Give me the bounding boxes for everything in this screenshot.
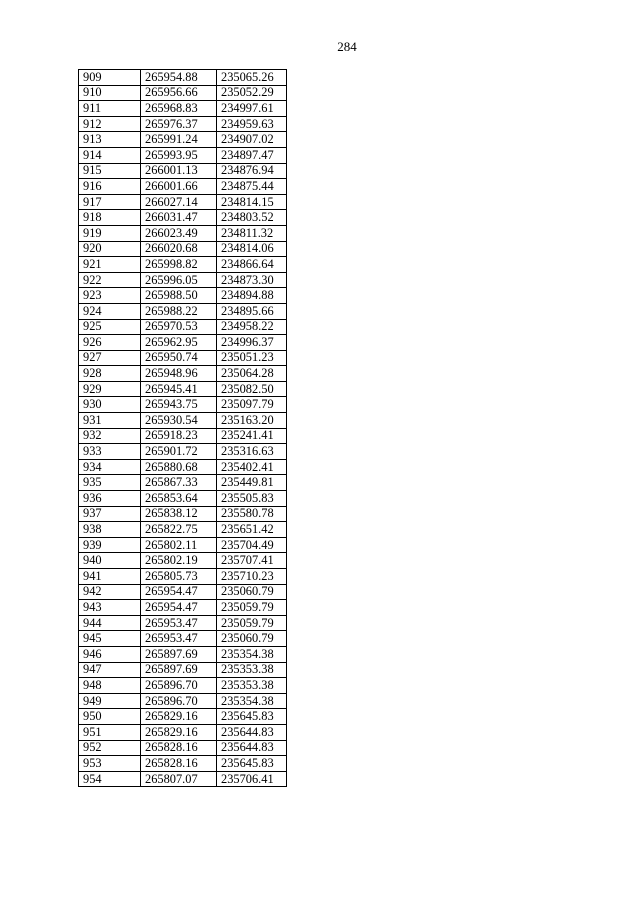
- point-number-cell: 935: [79, 475, 141, 491]
- table-row: [79, 553, 287, 569]
- table-row: [79, 116, 287, 132]
- point-number-cell: 937: [79, 506, 141, 522]
- y-coordinate-cell: 235449.81: [217, 475, 287, 491]
- y-coordinate-cell: 234875.44: [217, 179, 287, 195]
- x-coordinate-cell: 265970.53: [141, 319, 217, 335]
- point-number-cell: 942: [79, 584, 141, 600]
- x-coordinate-cell: 265918.23: [141, 428, 217, 444]
- x-coordinate-cell: 265897.69: [141, 662, 217, 678]
- y-coordinate-cell: 235644.83: [217, 740, 287, 756]
- x-coordinate-cell: 265880.68: [141, 459, 217, 475]
- y-coordinate-cell: 234811.32: [217, 225, 287, 241]
- x-coordinate-cell: 265853.64: [141, 491, 217, 507]
- y-coordinate-cell: 235163.20: [217, 413, 287, 429]
- table-row: [79, 615, 287, 631]
- point-number-cell: 930: [79, 397, 141, 413]
- point-number-cell: 940: [79, 553, 141, 569]
- y-coordinate-cell: 234866.64: [217, 257, 287, 273]
- table-row: [79, 319, 287, 335]
- page-number: 284: [337, 39, 357, 54]
- table-row: [79, 179, 287, 195]
- x-coordinate-cell: 265998.82: [141, 257, 217, 273]
- table-row: [79, 491, 287, 507]
- point-number-cell: 927: [79, 350, 141, 366]
- x-coordinate-cell: 265988.50: [141, 288, 217, 304]
- x-coordinate-cell: 265968.83: [141, 101, 217, 117]
- y-coordinate-cell: 235353.38: [217, 662, 287, 678]
- point-number-cell: 950: [79, 709, 141, 725]
- table-row: [79, 225, 287, 241]
- x-coordinate-cell: 265829.16: [141, 709, 217, 725]
- y-coordinate-cell: 235316.63: [217, 444, 287, 460]
- point-number-cell: 946: [79, 646, 141, 662]
- y-coordinate-cell: 234814.06: [217, 241, 287, 257]
- x-coordinate-cell: 265953.47: [141, 615, 217, 631]
- x-coordinate-cell: 265828.16: [141, 740, 217, 756]
- point-number-cell: 932: [79, 428, 141, 444]
- point-number-cell: 949: [79, 693, 141, 709]
- point-number-cell: 934: [79, 459, 141, 475]
- x-coordinate-cell: 266027.14: [141, 194, 217, 210]
- table-row: [79, 631, 287, 647]
- y-coordinate-cell: 234907.02: [217, 132, 287, 148]
- y-coordinate-cell: 235644.83: [217, 724, 287, 740]
- y-coordinate-cell: 235505.83: [217, 491, 287, 507]
- x-coordinate-cell: 265993.95: [141, 147, 217, 163]
- x-coordinate-cell: 265838.12: [141, 506, 217, 522]
- y-coordinate-cell: 235051.23: [217, 350, 287, 366]
- table-row: [79, 194, 287, 210]
- y-coordinate-cell: 234897.47: [217, 147, 287, 163]
- y-coordinate-cell: 235645.83: [217, 756, 287, 772]
- x-coordinate-cell: 265901.72: [141, 444, 217, 460]
- y-coordinate-cell: 235707.41: [217, 553, 287, 569]
- y-coordinate-cell: 235060.79: [217, 584, 287, 600]
- point-number-cell: 933: [79, 444, 141, 460]
- table-row: [79, 70, 287, 86]
- x-coordinate-cell: 265953.47: [141, 631, 217, 647]
- point-number-cell: 910: [79, 85, 141, 101]
- x-coordinate-cell: 265867.33: [141, 475, 217, 491]
- x-coordinate-cell: 266023.49: [141, 225, 217, 241]
- table-row: [79, 210, 287, 226]
- point-number-cell: 913: [79, 132, 141, 148]
- y-coordinate-cell: 234803.52: [217, 210, 287, 226]
- x-coordinate-cell: 265896.70: [141, 693, 217, 709]
- table-row: [79, 662, 287, 678]
- table-row: [79, 459, 287, 475]
- table-row: [79, 756, 287, 772]
- table-row: [79, 101, 287, 117]
- table-row: [79, 381, 287, 397]
- table-row: [79, 147, 287, 163]
- table-row: [79, 537, 287, 553]
- table-row: [79, 693, 287, 709]
- point-number-cell: 943: [79, 600, 141, 616]
- table-row: [79, 506, 287, 522]
- point-number-cell: 941: [79, 569, 141, 585]
- point-number-cell: 912: [79, 116, 141, 132]
- y-coordinate-cell: 235097.79: [217, 397, 287, 413]
- coordinates-table-body: [79, 70, 287, 787]
- table-row: [79, 740, 287, 756]
- y-coordinate-cell: 234959.63: [217, 116, 287, 132]
- y-coordinate-cell: 235065.26: [217, 70, 287, 86]
- table-row: [79, 709, 287, 725]
- y-coordinate-cell: 234996.37: [217, 335, 287, 351]
- point-number-cell: 952: [79, 740, 141, 756]
- table-row: [79, 366, 287, 382]
- coordinates-table: [78, 69, 287, 787]
- x-coordinate-cell: 265976.37: [141, 116, 217, 132]
- x-coordinate-cell: 265896.70: [141, 678, 217, 694]
- x-coordinate-cell: 265996.05: [141, 272, 217, 288]
- y-coordinate-cell: 234895.66: [217, 303, 287, 319]
- table-row: [79, 303, 287, 319]
- table-row: [79, 350, 287, 366]
- y-coordinate-cell: 235353.38: [217, 678, 287, 694]
- y-coordinate-cell: 235651.42: [217, 522, 287, 538]
- table-row: [79, 678, 287, 694]
- y-coordinate-cell: 235706.41: [217, 771, 287, 787]
- table-row: [79, 569, 287, 585]
- x-coordinate-cell: 265802.11: [141, 537, 217, 553]
- point-number-cell: 938: [79, 522, 141, 538]
- table-row: [79, 522, 287, 538]
- point-number-cell: 919: [79, 225, 141, 241]
- point-number-cell: 936: [79, 491, 141, 507]
- y-coordinate-cell: 234814.15: [217, 194, 287, 210]
- y-coordinate-cell: 234873.30: [217, 272, 287, 288]
- point-number-cell: 939: [79, 537, 141, 553]
- x-coordinate-cell: 265805.73: [141, 569, 217, 585]
- table-row: [79, 646, 287, 662]
- y-coordinate-cell: 235059.79: [217, 600, 287, 616]
- table-row: [79, 335, 287, 351]
- point-number-cell: 926: [79, 335, 141, 351]
- table-row: [79, 163, 287, 179]
- point-number-cell: 916: [79, 179, 141, 195]
- x-coordinate-cell: 265828.16: [141, 756, 217, 772]
- table-row: [79, 444, 287, 460]
- point-number-cell: 944: [79, 615, 141, 631]
- table-row: [79, 600, 287, 616]
- point-number-cell: 929: [79, 381, 141, 397]
- point-number-cell: 922: [79, 272, 141, 288]
- point-number-cell: 948: [79, 678, 141, 694]
- point-number-cell: 920: [79, 241, 141, 257]
- table-row: [79, 241, 287, 257]
- y-coordinate-cell: 235052.29: [217, 85, 287, 101]
- point-number-cell: 923: [79, 288, 141, 304]
- point-number-cell: 917: [79, 194, 141, 210]
- x-coordinate-cell: 265988.22: [141, 303, 217, 319]
- table-row: [79, 475, 287, 491]
- point-number-cell: 931: [79, 413, 141, 429]
- point-number-cell: 928: [79, 366, 141, 382]
- y-coordinate-cell: 234894.88: [217, 288, 287, 304]
- point-number-cell: 918: [79, 210, 141, 226]
- table-row: [79, 272, 287, 288]
- x-coordinate-cell: 265991.24: [141, 132, 217, 148]
- point-number-cell: 945: [79, 631, 141, 647]
- table-row: [79, 413, 287, 429]
- x-coordinate-cell: 265950.74: [141, 350, 217, 366]
- point-number-cell: 925: [79, 319, 141, 335]
- point-number-cell: 909: [79, 70, 141, 86]
- x-coordinate-cell: 265930.54: [141, 413, 217, 429]
- y-coordinate-cell: 234997.61: [217, 101, 287, 117]
- y-coordinate-cell: 235645.83: [217, 709, 287, 725]
- x-coordinate-cell: 265943.75: [141, 397, 217, 413]
- y-coordinate-cell: 235354.38: [217, 646, 287, 662]
- x-coordinate-cell: 265962.95: [141, 335, 217, 351]
- x-coordinate-cell: 265822.75: [141, 522, 217, 538]
- x-coordinate-cell: 265954.88: [141, 70, 217, 86]
- point-number-cell: 947: [79, 662, 141, 678]
- point-number-cell: 915: [79, 163, 141, 179]
- point-number-cell: 924: [79, 303, 141, 319]
- x-coordinate-cell: 265954.47: [141, 600, 217, 616]
- point-number-cell: 911: [79, 101, 141, 117]
- x-coordinate-cell: 265956.66: [141, 85, 217, 101]
- table-row: [79, 771, 287, 787]
- point-number-cell: 954: [79, 771, 141, 787]
- point-number-cell: 953: [79, 756, 141, 772]
- y-coordinate-cell: 234876.94: [217, 163, 287, 179]
- table-row: [79, 288, 287, 304]
- table-row: [79, 257, 287, 273]
- x-coordinate-cell: 265829.16: [141, 724, 217, 740]
- x-coordinate-cell: 266020.68: [141, 241, 217, 257]
- x-coordinate-cell: 265897.69: [141, 646, 217, 662]
- x-coordinate-cell: 265802.19: [141, 553, 217, 569]
- y-coordinate-cell: 234958.22: [217, 319, 287, 335]
- y-coordinate-cell: 235710.23: [217, 569, 287, 585]
- point-number-cell: 914: [79, 147, 141, 163]
- y-coordinate-cell: 235082.50: [217, 381, 287, 397]
- table-row: [79, 724, 287, 740]
- y-coordinate-cell: 235580.78: [217, 506, 287, 522]
- table-row: [79, 428, 287, 444]
- point-number-cell: 921: [79, 257, 141, 273]
- x-coordinate-cell: 265807.07: [141, 771, 217, 787]
- x-coordinate-cell: 265945.41: [141, 381, 217, 397]
- y-coordinate-cell: 235060.79: [217, 631, 287, 647]
- point-number-cell: 951: [79, 724, 141, 740]
- table-row: [79, 85, 287, 101]
- table-row: [79, 397, 287, 413]
- x-coordinate-cell: 266001.13: [141, 163, 217, 179]
- y-coordinate-cell: 235402.41: [217, 459, 287, 475]
- x-coordinate-cell: 265948.96: [141, 366, 217, 382]
- y-coordinate-cell: 235064.28: [217, 366, 287, 382]
- y-coordinate-cell: 235704.49: [217, 537, 287, 553]
- x-coordinate-cell: 266031.47: [141, 210, 217, 226]
- table-row: [79, 132, 287, 148]
- x-coordinate-cell: 266001.66: [141, 179, 217, 195]
- x-coordinate-cell: 265954.47: [141, 584, 217, 600]
- y-coordinate-cell: 235059.79: [217, 615, 287, 631]
- y-coordinate-cell: 235241.41: [217, 428, 287, 444]
- table-row: [79, 584, 287, 600]
- y-coordinate-cell: 235354.38: [217, 693, 287, 709]
